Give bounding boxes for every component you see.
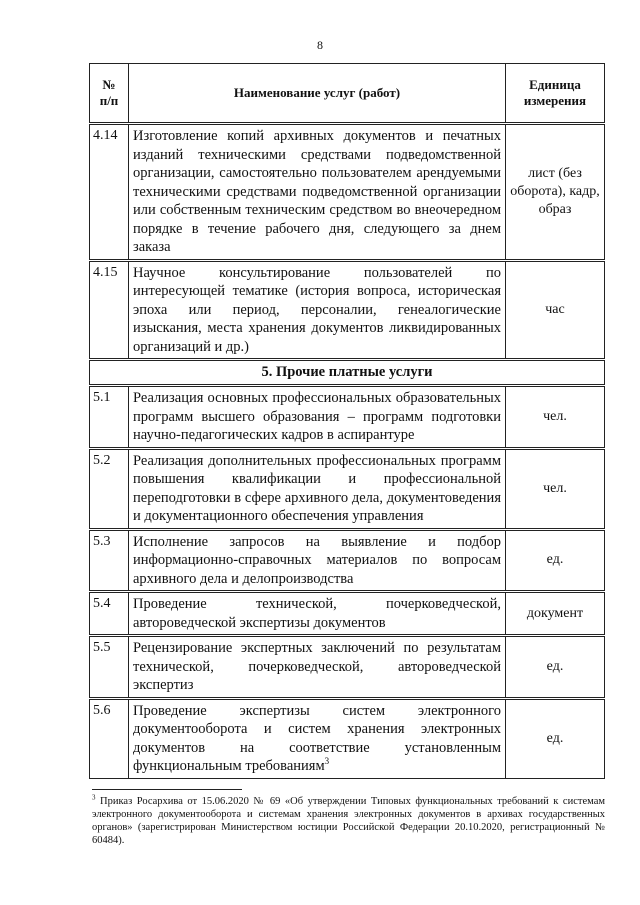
services-table (89, 63, 605, 779)
service-unit: лист (без оборота), кадр, образ (506, 124, 605, 261)
table-row (90, 124, 605, 261)
row-number: 5.6 (90, 698, 129, 778)
section-title: 5. Прочие платные услуги (90, 360, 605, 386)
service-unit: документ (506, 592, 605, 636)
table-row (90, 592, 605, 636)
service-name: Изготовление копий архивных документов и печатных изданий техническими средствами подведомственной организации, самостоятельно пользователем арендуемыми техническими средствами подведомственной организации или собственным техническим средством во внеочередном порядке в течение рабочего дня, следующего за днем заказа (129, 124, 506, 261)
row-number: 5.4 (90, 592, 129, 636)
table-row (90, 698, 605, 778)
service-name: Рецензирование экспертных заключений по результатам технической, почерковедческой, автороведческой экспертиз (129, 636, 506, 699)
header-unit: Единица измерения (506, 64, 605, 124)
row-number: 5.1 (90, 386, 129, 449)
service-unit: ед. (506, 698, 605, 778)
footnote-text: Приказ Росархива от 15.06.2020 № 69 «Об утверждении Типовых функциональных требований к системам электронного документооборота и системам хранения электронных документов в архивах государственных органов» (зарегистрирован Министерством юстиции Российской Федерации 20.10.2020, регистрационный № 60484). (92, 796, 605, 846)
service-name: Научное консультирование пользователей по интересующей тематике (история вопроса, историческая эпоха или период, персоналии, генеалогические изыскания, места хранения документов ликвидированных организаций и др.) (129, 260, 506, 360)
service-name: Проведение технической, почерковедческой, автороведческой экспертизы документов (129, 592, 506, 636)
table-row (90, 529, 605, 592)
table-header-row (90, 64, 605, 124)
service-unit: час (506, 260, 605, 360)
row-number: 5.5 (90, 636, 129, 699)
footnote-marker: 3 (92, 793, 96, 802)
service-unit: ед. (506, 529, 605, 592)
footnote-divider (92, 789, 242, 790)
service-name: Реализация основных профессиональных образовательных программ высшего образования – программ подготовки научно-педагогических кадров в аспирантуре (129, 386, 506, 449)
table-row (90, 260, 605, 360)
row-number: 5.3 (90, 529, 129, 592)
service-name: Исполнение запросов на выявление и подбор информационно-справочных материалов по вопросам архивного дела и делопроизводства (129, 529, 506, 592)
row-number: 4.15 (90, 260, 129, 360)
service-unit: чел. (506, 448, 605, 529)
header-num: № п/п (90, 64, 129, 124)
service-unit: ед. (506, 636, 605, 699)
page-number: 8 (317, 38, 323, 52)
service-unit: чел. (506, 386, 605, 449)
header-name: Наименование услуг (работ) (129, 64, 506, 124)
row-number: 4.14 (90, 124, 129, 261)
footnote (92, 795, 605, 847)
section-heading-row (90, 360, 605, 386)
table-row (90, 448, 605, 529)
row-number: 5.2 (90, 448, 129, 529)
table-row (90, 636, 605, 699)
table-row (90, 386, 605, 449)
footnote-reference[interactable]: 3 (324, 756, 330, 767)
service-name: Реализация дополнительных профессиональных программ повышения квалификации и профессиональной переподготовки в сфере архивного дела, документоведения и документационного обеспечения управления (129, 448, 506, 529)
service-name-text: Проведение экспертизы систем электронного документооборота и систем хранения электронных документов на соответствие установленным функциональным требованиям (133, 702, 501, 774)
service-name (129, 698, 506, 778)
